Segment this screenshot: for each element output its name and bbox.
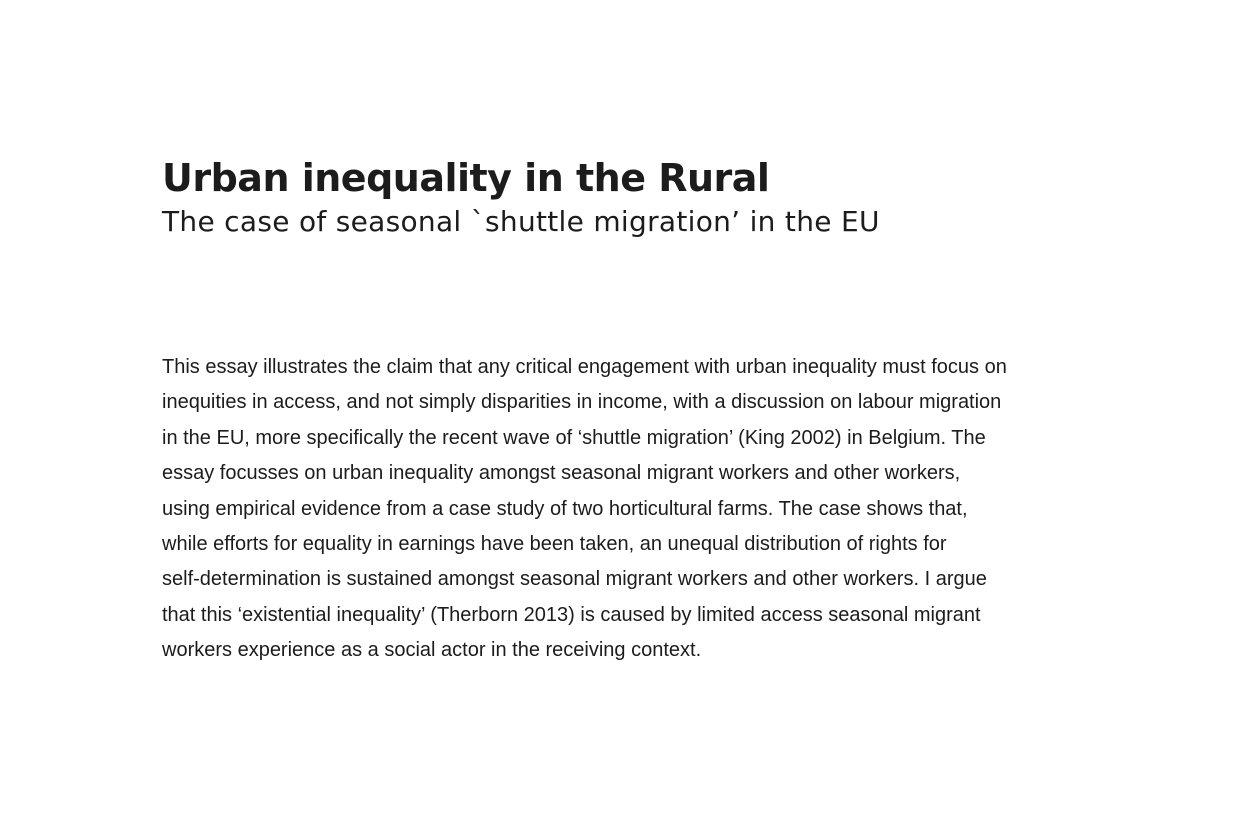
abstract-line: self-determination is sustained amongst seasonal migrant workers and other workers. I argue [162,568,987,591]
abstract-line: essay focusses on urban inequality amongst seasonal migrant workers and other workers, [162,462,961,485]
abstract-line: while efforts for equality in earnings have been taken, an unequal distribution of rights for [162,533,947,556]
title-block [162,152,1082,240]
abstract-line: in the EU, more specifically the recent wave of ‘shuttle migration’ (King 2002) in Belgium. The [162,426,986,449]
abstract-line: inequities in access, and not simply disparities in income, with a discussion on labour migration [162,391,1002,414]
abstract-line: that this ‘existential inequality’ (Therborn 2013) is caused by limited access seasonal migrant [162,603,981,626]
abstract-paragraph [162,350,1082,669]
abstract-line: workers experience as a social actor in the receiving context. [162,639,702,662]
page-title: Urban inequality in the Rural [162,156,770,200]
abstract-line: This essay illustrates the claim that any critical engagement with urban inequality must focus on [162,356,1007,378]
abstract-line: using empirical evidence from a case study of two horticultural farms. The case shows that, [162,497,968,520]
page-subtitle: The case of seasonal `shuttle migration’ in the EU [162,205,880,238]
